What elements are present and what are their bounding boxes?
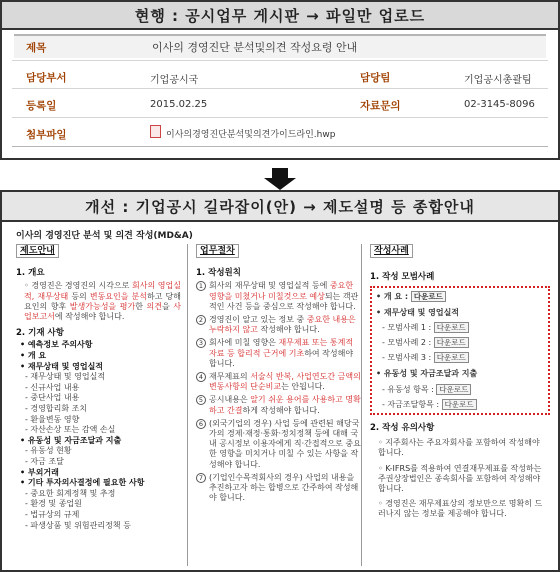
list-item: - 자산손상 또는 감액 손실 [25,425,116,435]
team-value: 기업공시총괄팀 [464,75,532,86]
list-item: • 유동성 및 자금조달과 지출 [20,435,122,445]
section-heading: 2. 작성 유의사항 [370,423,435,434]
tab-guide[interactable]: 제도안내 [16,244,59,258]
dept-value: 기업공시국 [150,75,199,86]
section-heading: 1. 개요 [16,268,45,279]
note-item: ◦ K-IFRS를 적용하여 연결재무제표를 작성하는 주권상장법인은 종속회사를 포함하여 작성해야 합니다. [378,463,542,494]
tab-examples[interactable]: 작성사례 [370,244,413,258]
list-item: 5 공시내용은 알기 쉬운 용어를 사용하고 명확하고 간결하게 작성해야 합니다. [196,395,361,415]
board-panel [0,30,560,160]
list-item: • 부외거래 [20,467,59,477]
list-item: 1 회사의 재무상태 및 영업실적 등에 중요한 영향을 미쳤거나 미칠것으로 예상되는 객관적인 사건 등을 중심으로 작성해야 합니다. [196,281,361,312]
date-label: 등록일 [26,100,57,112]
note-item: ◦ 경영진은 재무제표상의 정보만으로 명확히 드러나지 않는 정보를 제공해야 합니다. [378,499,543,519]
down-arrow-icon [260,168,300,190]
attachment-link[interactable]: 이사의경영진단분석및의견가이드라인.hwp [166,130,336,140]
download-box: • 개 요 : 다운로드 • 재무상태 및 영업실적 - 모범사례 1 : 다운로드 - 모범사례 2 : 다운로드 - 모범사례 3 : 다운로드 • 유동성 및 자금조달과 지출 - 유동성 항목 : 다운로드 - 자금조달항목 : 다운로드 [370,286,550,415]
section-heading: 1. 작성원칙 [196,268,241,279]
download-button[interactable]: 다운로드 [434,322,469,333]
list-item: - 신규사업 내용 [25,382,80,392]
download-button[interactable]: 다운로드 [442,399,477,410]
subject-value: 이사의 경영진단 분석및의견 작성요령 안내 [152,41,358,54]
list-item: - 중요한 회계정책 및 추정 [25,488,116,498]
download-button[interactable]: 다운로드 [411,291,446,302]
download-button[interactable]: 다운로드 [434,337,469,348]
disclosure-items [20,340,187,531]
list-item: 4 재무제표의 서술식 반복, 사업연도간 금액의 변동사항의 단순비교는 안됩니다. [196,372,361,392]
note-item: ◦ 지주회사는 주요자회사를 포함하여 작성해야 합니다. [378,438,540,458]
overview-text: ◦ 경영진은 경영진의 시각으로 회사의 영업실적, 재무상태 등의 변동요인을 분석하고 당해 요인의 향후 발생가능성을 평가한 의견을 사업보고서에 작성해야 합니다. [24,281,181,322]
example-column [370,244,550,566]
list-item: - 자금 조달 [25,456,64,466]
list-item: • 개 요 [20,351,47,361]
list-item: • 기타 투자의사결정에 필요한 사항 [20,478,145,488]
list-item: • 예측정보 주의사항 [20,340,93,350]
list-item: - 법규상의 규제 [25,509,80,519]
improved-heading: 개선 : 기업공시 길라잡이(안) → 제도설명 등 종합안내 [0,190,560,222]
dept-label: 담당부서 [26,72,67,84]
contact-label: 자료문의 [360,100,401,112]
list-item: - 파생상품 및 위험관리정책 등 [25,520,131,530]
list-item: - 환경 및 종업원 [25,499,82,509]
list-item: - 환율변동 영향 [25,414,80,424]
attach-label: 첨부파일 [26,129,67,141]
list-item: 3 회사에 미칠 영향은 재무제표 또는 통계적 자료 등 합리적 근거에 기초하여 작성해야 합니다. [196,338,361,369]
contact-value: 02-3145-8096 [464,99,535,110]
subject-label: 제목 [26,42,47,54]
list-item: - 경영합리화 조치 [25,403,88,413]
download-button[interactable]: 다운로드 [434,352,469,363]
download-button[interactable]: 다운로드 [436,384,471,395]
procedure-column [196,244,362,566]
list-item: 2 경영진이 알고 있는 정보 중 중요한 내용은 누락하지 않고 작성해야 합니다. [196,315,361,335]
section-heading: 1. 작성 모범사례 [370,272,435,283]
section-heading: 2. 기재 사항 [16,328,64,339]
list-item: 6 (외국기업의 경우) 사업 등에 관련된 해당국가의 경제·재정·통화·정치정책 등에 대해 국내 공시정보 이용자에게 직·간접적으로 중요한 영향을 미치거나 미칠 수 있는 사항을 작성해야 합니다. [196,419,361,470]
list-item: - 재무상태 및 영업실적 [25,372,106,382]
hwp-file-icon [150,125,161,138]
list-item: • 재무상태 및 영업실적 [20,361,104,371]
guide-column [16,244,188,566]
tab-procedure[interactable]: 업무절차 [196,244,239,258]
list-item: - 중단사업 내용 [25,393,80,403]
guide-panel [0,222,560,572]
list-item: 7 (기업인수목적회사의 경우) 사업의 내용을 추진하고자 하는 합병으로 간주하여 작성해야 합니다. [196,473,361,504]
doc-title: 이사의 경영진단 분석 및 의견 작성(MD&A) [16,231,193,241]
current-heading: 현행 : 공시업무 게시판 → 파일만 업로드 [0,0,560,30]
date-value: 2015.02.25 [150,99,208,110]
team-label: 담당팀 [360,72,391,84]
list-item: - 유동성 현황 [25,446,72,456]
